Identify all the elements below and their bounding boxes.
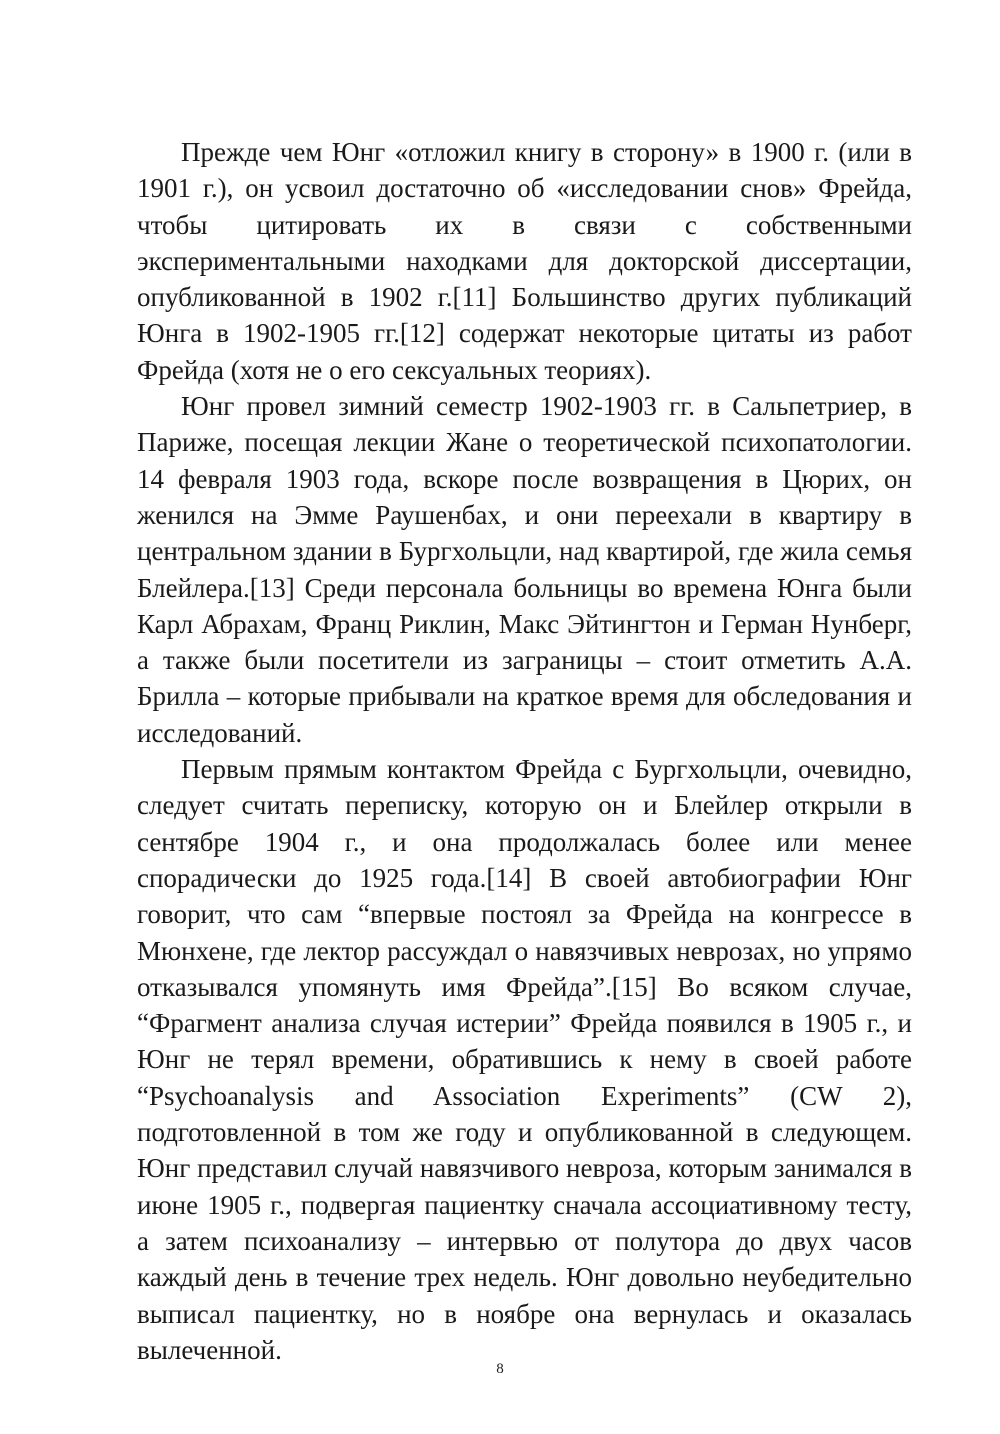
paragraph-3: Первым прямым контактом Фрейда с Бургхольцли, очевидно, следует считать переписку, которую он и Блейлер открыли в сентябре 1904 г., и она продолжалась более или менее спорадически до 1925 года.[14] В своей автобиографии Юнг говорит, что сам “впервые постоял за Фрейда на конгрессе в Мюнхене, где лектор рассуждал о навязчивых неврозах, но упрямо отказывался упомянуть имя Фрейда”.[15] Во всяком случае, “Фрагмент анализа случая истерии” Фрейда появился в 1905 г., и Юнг не терял времени, обратившись к нему в своей работе “Psychoanalysis and Association Experiments” (CW 2), подготовленной в том же году и опубликованной в следующем. Юнг представил случай навязчивого невроза, которым занимался в июне 1905 г., подвергая пациентку сначала ассоциативному тесту, а затем психоанализу – интервью от полутора до двух часов каждый день в течение трех недель. Юнг довольно неубедительно выписал пациентку, но в ноябре она вернулась и оказалась вылеченной. [137, 754, 912, 1365]
paragraph-2: Юнг провел зимний семестр 1902-1903 гг. в Сальпетриер, в Париже, посещая лекции Жане о теоретической психопатологии. 14 февраля 1903 года, вскоре после возвращения в Цюрих, он женился на Эмме Раушенбах, и они переехали в квартиру в центральном здании в Бургхольцли, над квартирой, где жила семья Блейлера.[13] Среди персонала больницы во времена Юнга были Карл Абрахам, Франц Риклин, Макс Эйтингтон и Герман Нунберг, а также были посетители из заграницы – стоит отметить А.А. Брилла – которые прибывали на краткое время для обследования и исследований. [137, 391, 912, 748]
body-text [137, 134, 912, 1368]
paragraph-1: Прежде чем Юнг «отложил книгу в сторону» в 1900 г. (или в 1901 г.), он усвоил достаточно об «исследовании снов» Фрейда, чтобы цитировать их в связи с собственными экспериментальными находками для докторской диссертации, опубликованной в 1902 г.[11] Большинство других публикаций Юнга в 1902-1905 гг.[12] содержат некоторые цитаты из работ Фрейда (хотя не о его сексуальных теориях). [137, 137, 912, 385]
page-number: 8 [496, 1361, 504, 1377]
